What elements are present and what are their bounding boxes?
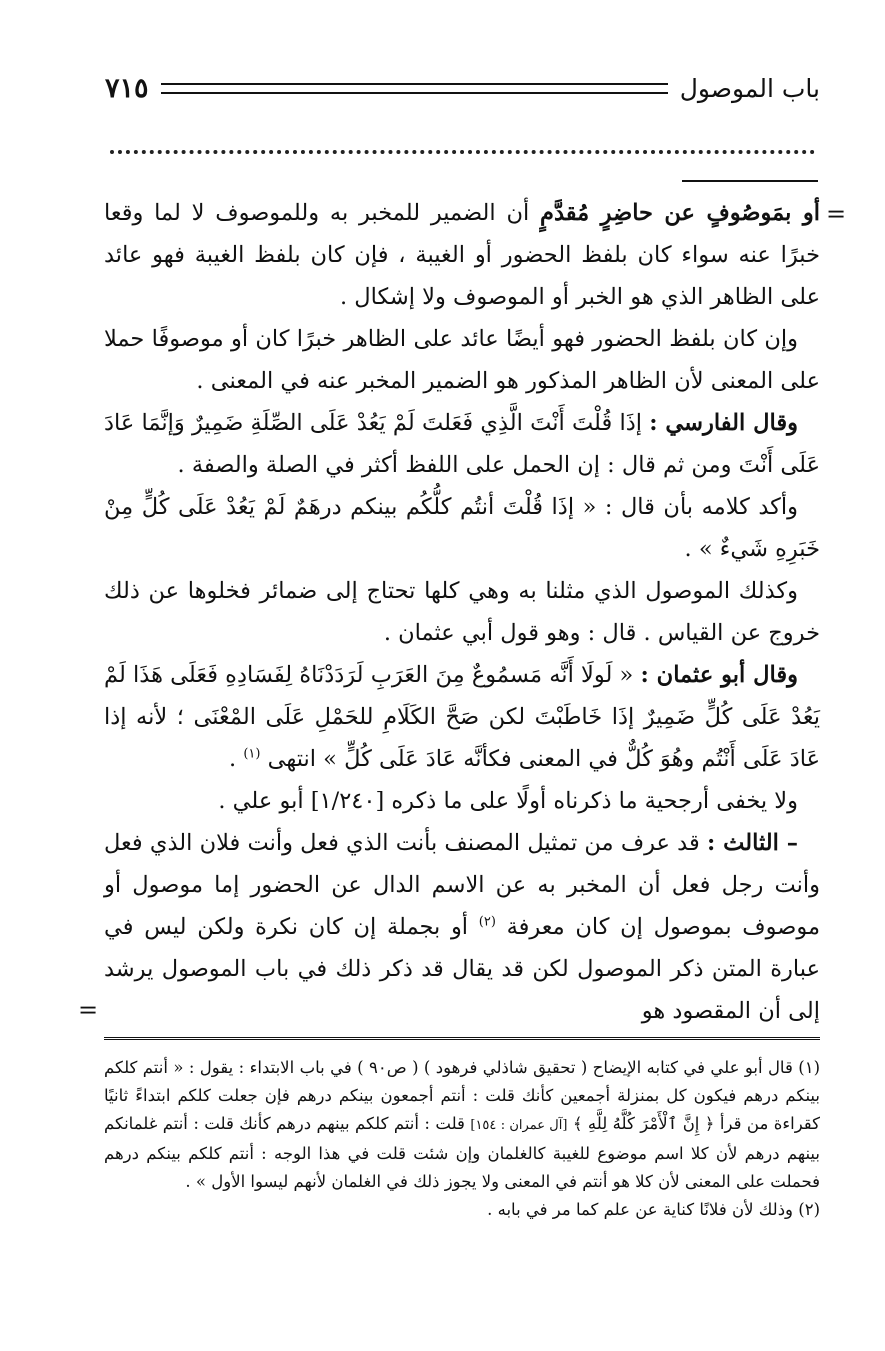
paragraph-3 [104,402,820,486]
paragraph-8 [104,822,820,1032]
continuation-mark-end: = [78,996,99,1024]
header-double-rule [161,83,668,94]
footnote-1 [104,1054,820,1196]
paragraph-text: « لَولَا أَنَّه مَسمُوعٌ مِنَ العَرَبِ لَرَدَدْنَاهُ لِفَسَادِهِ فَعَلَى هَذَا لَمْ يَعُدْ عَلَى كُلٍّ ضَمِيرٌ إذَا خَاطَبْتَ لكن صَحَّ الكَلَامِ للحَمْلِ عَلَى المْعْنَى ؛ لأنه إذا عَادَ عَلَى أَنْتُم وهُوَ كُلٌّ في المعنى فكأنَّه عَادَ عَلَى كُلٍّ » انتهى [104,662,820,772]
paragraph-lead: وقال الفارسي : [649,410,798,436]
continuation-mark-start: = [826,200,847,228]
paragraph-lead: أو بمَوصُوفٍ عن حاضِرٍ مُقدَّمٍ [540,200,820,226]
paragraph-text: إذَا قُلْتَ أَنْتَ الَّذِي فَعَلتَ لَمْ يَعُدْ عَلَى الصِّلَةِ ضَمِيرٌ وَإنَّمَا عَادَ عَلَى أَنْتَ ومن ثم قال : إن الحمل على اللفظ أكثر في الصلة والصفة . [104,410,820,478]
dotted-separator [110,150,815,154]
quran-reference: [آل عمران : ١٥٤] [470,1118,568,1133]
footnote-ref-2: (٢) [478,914,496,930]
main-text [104,192,820,1032]
paragraph-2: وإن كان بلفظ الحضور فهو أيضًا عائد على الظاهر خبرًا كان أو موصوفًا حملا على المعنى لأن الظاهر المذكور هو الضمير المخبر عنه في المعنى . [104,326,820,394]
short-rule [682,180,818,182]
footnotes [104,1054,820,1224]
paragraph-7: ولا يخفى أرجحية ما ذكرناه أولًا على ما ذكره [١/٢٤٠] أبو علي . [218,788,798,814]
footnote-2: (٢) وذلك لأن فلانًا كناية عن علم كما مر في بابه . [487,1200,820,1219]
paragraph-text: أن الضمير للمخبر به وللموصوف لا لما وقعا خبرًا عنه سواء كان بلفظ الحضور أو الغيبة ، فإن كان بلفظ الغيبة فهو عائد على الظاهر الذي هو الخبر أو الموصوف ولا إشكال . [104,200,820,310]
footnote-text: قلت : أنتم كلكم بينهم درهم كأنك قلت : أنتم غلمانكم بينهم درهم لأن كلا اسم موضوع للغيبة كالغلمان وإن شئت قلت في هذا الوجه : أنتم كلكم بينكم درهم فحملت على المعنى لأن كلا هو أنتم في المعنى ولا يجوز ذلك في الغلمان لأنهم ليسوا الأول » . [104,1114,820,1191]
paragraph-lead: وقال أبو عثمان : [640,662,798,688]
paragraph-4: وأكد كلامه بأن قال : « إذَا قُلْتَ أنتُم كلُّكُم بينكم درهَمٌ لَمْ يَعُدْ عَلَى كُلٍّ مِنْ خَبَرِهِ شَيءٌ » . [104,494,820,562]
paragraph-6 [104,654,820,780]
running-title: باب الموصول [679,73,820,103]
footnote-ref-1: (١) [243,746,261,762]
page-number: ٧١٥ [105,72,149,104]
paragraph-5: وكذلك الموصول الذي مثلنا به وهي كلها تحتاج إلى ضمائر فخلوها عن ذلك خروج عن القياس . قال : وهو قول أبي عثمان . [104,578,820,646]
footnote-text: (١) قال أبو علي في كتابه الإيضاح ( تحقيق شاذلي فرهود ) ( ص٩٠ ) في باب الابتداء : يقول : « أنتم كلكم بينكم درهم فيكون كل بمنزلة أجمعين كأنك قلت : أنتم أجمعون بينكم درهم فإن جعلت كلكم ابتداءً ثانيًا كقراءة من قرأ ﴿ إِنَّ ٱلْأَمْرَ كُلَّهُ لِلَّهِ ﴾ [104,1058,820,1133]
paragraph-text: قد عرف من تمثيل المصنف بأنت الذي فعل وأنت فلان الذي فعل وأنت رجل فعل أن المخبر به عن الاسم الدال عن الحضور إما موصول أو موصوف بموصول إن كان معرفة [104,830,820,940]
paragraph-lead: – الثالث : [706,830,798,856]
footnote-separator [104,1037,820,1040]
paragraph-1 [104,192,820,318]
paragraph-text: أو بجملة إن كان نكرة ولكن ليس في عبارة المتن ذكر الموصول لكن قد يقال قد ذكر ذلك في باب الموصول يرشد إلى أن المقصود هو [104,914,820,1024]
paragraph-text: . [229,746,244,772]
page-header [105,68,820,108]
